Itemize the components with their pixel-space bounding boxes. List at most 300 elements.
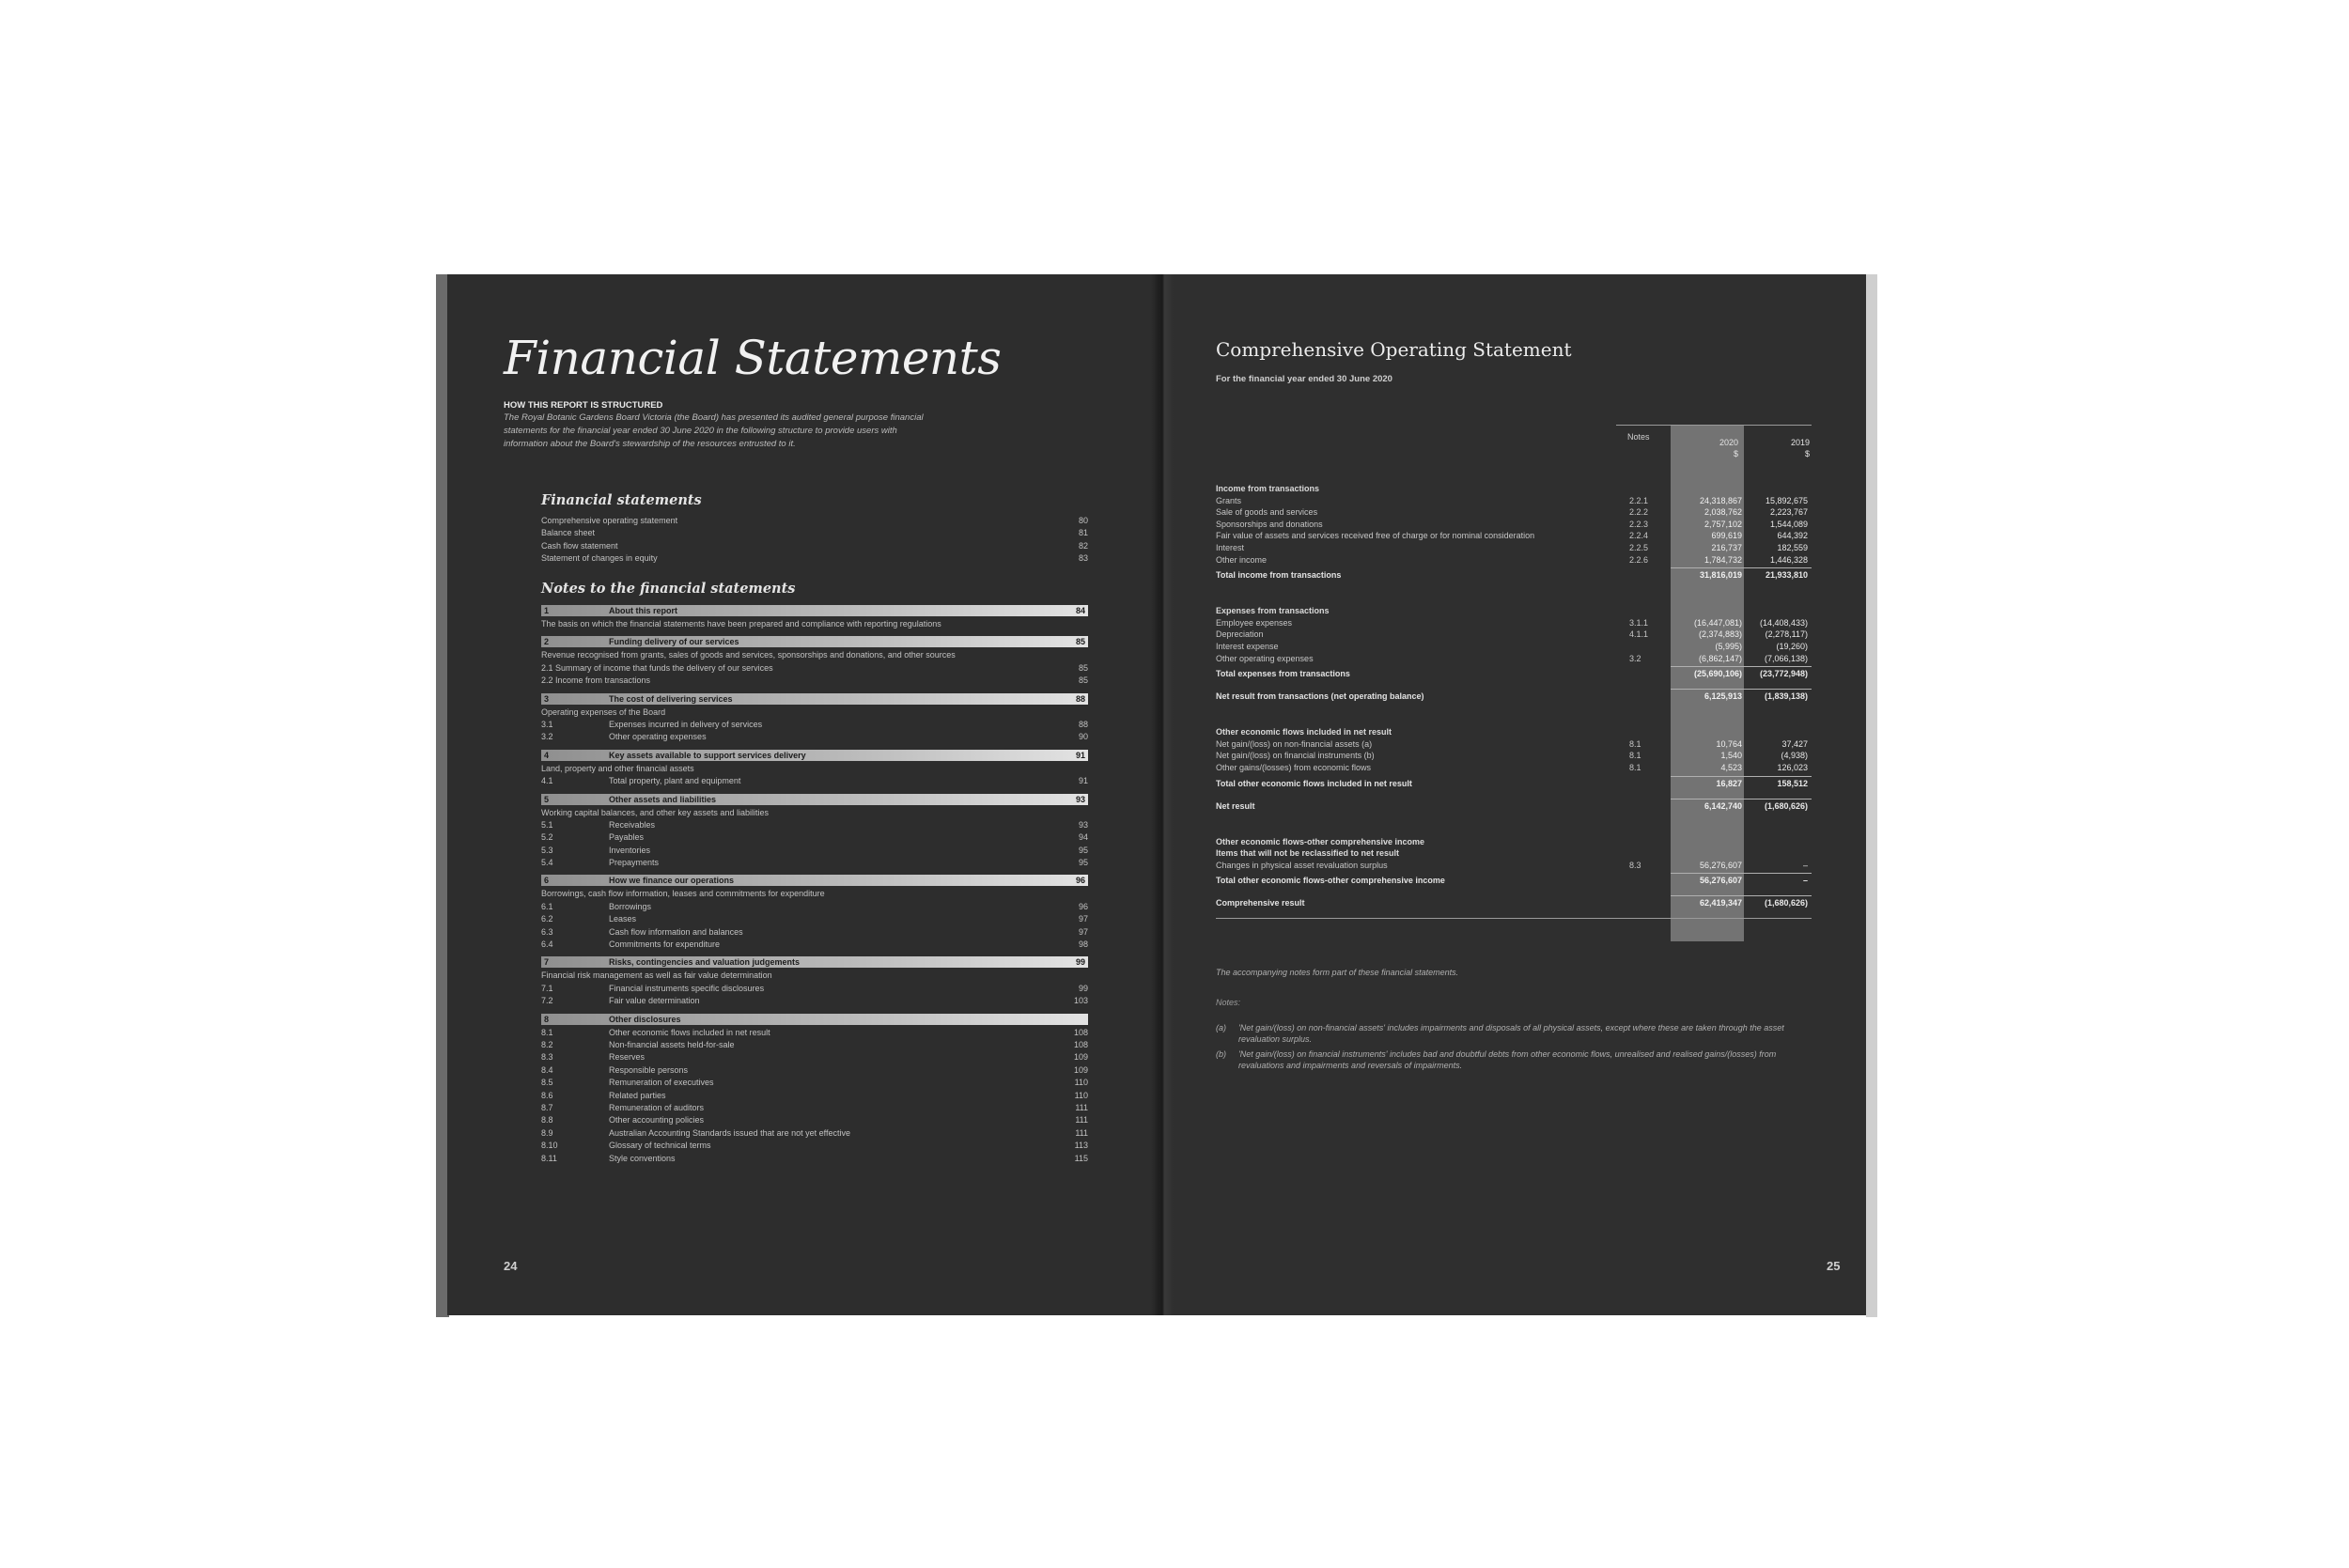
note-section-title: Other assets and liabilities bbox=[609, 794, 717, 804]
total-rule bbox=[1671, 689, 1812, 690]
statement-row bbox=[1216, 750, 1812, 761]
row-note: 8.1 bbox=[1629, 751, 1641, 761]
row-value-2020: 216,737 bbox=[1711, 543, 1742, 552]
note-item-page: 85 bbox=[1078, 675, 1088, 686]
note-item bbox=[541, 1114, 1088, 1126]
note-item bbox=[541, 1039, 1088, 1051]
row-label: Total expenses from transactions bbox=[1216, 669, 1350, 679]
note-section-page: 91 bbox=[1075, 750, 1085, 760]
note-item bbox=[541, 1027, 1088, 1039]
note-item-label: Cash flow information and balances bbox=[609, 926, 743, 937]
row-label: Sponsorships and donations bbox=[1216, 519, 1323, 529]
statement-row bbox=[1216, 629, 1812, 640]
row-value-2020: (25,690,106) bbox=[1693, 669, 1742, 679]
note-item-page: 99 bbox=[1078, 983, 1088, 993]
row-value-2020: 31,816,019 bbox=[1699, 570, 1742, 581]
statement-total-row bbox=[1216, 897, 1812, 908]
note-item-number: 5.3 bbox=[541, 845, 553, 855]
note-item-label: Other accounting policies bbox=[609, 1115, 705, 1126]
note-item-page: 108 bbox=[1073, 1039, 1088, 1049]
row-note: 2.2.3 bbox=[1629, 519, 1649, 529]
note-item-page: 115 bbox=[1074, 1153, 1088, 1163]
note-section-description bbox=[541, 618, 1088, 630]
note-description-text: Revenue recognised from grants, sales of goods and services, sponsorships and donations, and other sources bbox=[541, 650, 956, 660]
row-value-2020: 16,827 bbox=[1716, 778, 1742, 788]
note-item-label: Total property, plant and equipment bbox=[609, 776, 741, 786]
row-value-2019: 182,559 bbox=[1777, 543, 1808, 552]
fs-item-label: Comprehensive operating statement bbox=[541, 516, 678, 525]
row-value-2019: – bbox=[1802, 876, 1808, 886]
note-item-page: 103 bbox=[1073, 996, 1088, 1006]
note-item-number: 7.1 bbox=[541, 983, 553, 993]
row-value-2019: – bbox=[1802, 860, 1808, 870]
note-item-page: 108 bbox=[1073, 1027, 1088, 1037]
row-value-2020: 10,764 bbox=[1716, 738, 1742, 749]
note-item-number: 5.1 bbox=[541, 819, 553, 830]
row-value-2019: 15,892,675 bbox=[1765, 495, 1808, 505]
row-label: Net result bbox=[1216, 800, 1255, 811]
row-value-2019: (23,772,948) bbox=[1759, 669, 1808, 679]
row-value-2019: 37,427 bbox=[1781, 738, 1808, 749]
note-section-number: 6 bbox=[544, 876, 550, 886]
note-item-label: 2.2 Income from transactions bbox=[541, 675, 651, 686]
note-item-label: Leases bbox=[609, 914, 637, 924]
fs-item-page: 83 bbox=[1078, 553, 1088, 564]
row-value-2019: (4,938) bbox=[1781, 751, 1808, 761]
row-label: Interest expense bbox=[1216, 642, 1279, 651]
note-section-description bbox=[541, 763, 1088, 775]
statement-section-heading bbox=[1216, 726, 1812, 737]
left-page bbox=[447, 274, 1159, 1315]
row-note: 2.2.1 bbox=[1629, 495, 1649, 505]
note-item bbox=[541, 1051, 1088, 1063]
row-value-2019: 644,392 bbox=[1777, 531, 1808, 541]
statement-section-heading bbox=[1216, 847, 1812, 859]
row-label: Total other economic flows included in net result bbox=[1216, 778, 1412, 788]
note-item bbox=[541, 662, 1088, 675]
row-label: Grants bbox=[1216, 495, 1242, 505]
row-value-2020: 6,125,913 bbox=[1703, 691, 1742, 702]
note-section-bar bbox=[541, 693, 1088, 705]
note-item-page: 95 bbox=[1078, 845, 1088, 855]
note-item-number: 8.10 bbox=[541, 1141, 558, 1151]
statement-row bbox=[1216, 506, 1812, 518]
row-label: Other operating expenses bbox=[1216, 653, 1314, 663]
fs-item-page: 81 bbox=[1078, 528, 1088, 538]
note-item-label: Expenses incurred in delivery of services bbox=[609, 719, 763, 729]
statement-row bbox=[1216, 617, 1812, 629]
statement-row bbox=[1216, 860, 1812, 871]
header-notes: Notes bbox=[1627, 432, 1650, 442]
row-label: Total other economic flows-other comprehensive income bbox=[1216, 876, 1445, 886]
fs-item-label: Statement of changes in equity bbox=[541, 553, 658, 564]
note-item bbox=[541, 831, 1088, 844]
row-value-2020: (16,447,081) bbox=[1693, 617, 1742, 628]
note-section-title: Other disclosures bbox=[609, 1014, 681, 1024]
row-value-2019: (19,260) bbox=[1776, 642, 1808, 651]
row-note: 2.2.6 bbox=[1629, 554, 1649, 565]
note-item-number: 8.11 bbox=[541, 1153, 557, 1163]
note-section-title: The cost of delivering services bbox=[609, 693, 733, 704]
note-section-page: 99 bbox=[1075, 957, 1085, 968]
note-item bbox=[541, 995, 1088, 1007]
note-section-number: 1 bbox=[544, 606, 550, 615]
row-value-2020: 56,276,607 bbox=[1699, 860, 1742, 870]
statement-total-row bbox=[1216, 691, 1812, 702]
note-item bbox=[541, 819, 1088, 831]
fs-item-label: Balance sheet bbox=[541, 528, 596, 538]
note-section-page: 88 bbox=[1075, 693, 1085, 704]
row-label: Other economic flows included in net result bbox=[1216, 727, 1392, 737]
note-item-label: Remuneration of auditors bbox=[609, 1102, 705, 1112]
note-section-description bbox=[541, 649, 1088, 661]
note-item bbox=[541, 731, 1088, 743]
row-value-2020: 2,038,762 bbox=[1703, 507, 1742, 518]
note-section-title: Key assets available to support services delivery bbox=[609, 750, 806, 760]
note-item bbox=[541, 775, 1088, 787]
header-2019-currency: $ bbox=[1804, 449, 1810, 458]
note-item-label: Remuneration of executives bbox=[609, 1078, 714, 1088]
note-section-bar bbox=[541, 794, 1088, 805]
statement-section-heading bbox=[1216, 836, 1812, 847]
row-value-2019: (2,278,117) bbox=[1765, 629, 1808, 640]
note-section-description bbox=[541, 970, 1088, 982]
note-item-label: Prepayments bbox=[609, 858, 660, 868]
note-item-label: Payables bbox=[609, 832, 645, 843]
note-item-number: 6.1 bbox=[541, 901, 553, 911]
row-value-2020: (5,995) bbox=[1715, 642, 1742, 651]
note-item-page: 97 bbox=[1078, 914, 1088, 924]
note-section-title: Risks, contingencies and valuation judgements bbox=[609, 957, 801, 968]
fs-list bbox=[541, 515, 1088, 566]
note-item-page: 94 bbox=[1078, 832, 1088, 843]
note-item-number: 3.1 bbox=[541, 719, 553, 729]
note-item bbox=[541, 719, 1088, 731]
header-2019: 2019 bbox=[1790, 438, 1810, 447]
note-item-number: 5.4 bbox=[541, 858, 553, 868]
fs-item bbox=[541, 515, 1088, 527]
page-number-right: 25 bbox=[1827, 1259, 1841, 1273]
note-section-bar bbox=[541, 875, 1088, 886]
note-item-page: 93 bbox=[1078, 819, 1088, 830]
row-value-2020: 6,142,740 bbox=[1703, 800, 1742, 811]
note-section-number: 8 bbox=[544, 1014, 550, 1024]
note-item-page: 111 bbox=[1075, 1115, 1088, 1126]
note-item-number: 8.6 bbox=[541, 1090, 553, 1100]
note-section-title: About this report bbox=[609, 606, 677, 615]
page-title: Financial Statements bbox=[504, 331, 1002, 385]
row-note: 2.2.4 bbox=[1629, 531, 1649, 541]
row-value-2019: 21,933,810 bbox=[1765, 570, 1808, 581]
total-rule bbox=[1671, 567, 1812, 568]
row-value-2020: 62,419,347 bbox=[1699, 898, 1742, 908]
note-item-number: 8.5 bbox=[541, 1078, 553, 1088]
row-value-2019: (1,680,626) bbox=[1764, 800, 1808, 811]
note-section-number: 3 bbox=[544, 693, 550, 704]
footnote-key: (a) bbox=[1216, 1023, 1226, 1032]
statement-bottom-rule bbox=[1216, 918, 1812, 919]
note-description-text: Financial risk management as well as fair value determination bbox=[541, 970, 772, 981]
note-section-number: 4 bbox=[544, 750, 550, 760]
note-item-page: 110 bbox=[1074, 1090, 1088, 1100]
note-item bbox=[541, 926, 1088, 939]
statement-row bbox=[1216, 641, 1812, 652]
notes-list bbox=[541, 599, 1088, 1165]
fs-item bbox=[541, 540, 1088, 552]
row-value-2019: 2,223,767 bbox=[1769, 507, 1808, 518]
row-value-2020: 24,318,867 bbox=[1699, 495, 1742, 505]
note-item bbox=[541, 983, 1088, 995]
note-item-page: 97 bbox=[1078, 926, 1088, 937]
note-item-label: Related parties bbox=[609, 1090, 666, 1100]
footnote-text: 'Net gain/(loss) on financial instruments' includes bad and doubtful debts from other economic flows, unrealised and realised gains/(losses) from revaluations and impairments and reversals of impairments. bbox=[1238, 1049, 1777, 1070]
note-item-page: 98 bbox=[1078, 939, 1088, 950]
statement-row bbox=[1216, 495, 1812, 506]
note-item-number: 8.7 bbox=[541, 1102, 553, 1112]
note-item-label: Other operating expenses bbox=[609, 732, 707, 742]
statement-subtitle: For the financial year ended 30 June 2020 bbox=[1216, 374, 1392, 384]
fs-section-title: Financial statements bbox=[541, 492, 702, 508]
note-item bbox=[541, 1153, 1088, 1165]
note-section-number: 5 bbox=[544, 794, 550, 804]
note-section-page: 85 bbox=[1075, 637, 1085, 647]
note-item-label: Australian Accounting Standards issued that are not yet effective bbox=[609, 1127, 850, 1138]
row-note: 8.1 bbox=[1629, 738, 1641, 749]
row-value-2019: (1,680,626) bbox=[1764, 898, 1808, 908]
note-item-page: 90 bbox=[1078, 732, 1088, 742]
note-item-label: Responsible persons bbox=[609, 1064, 689, 1075]
note-section-title: How we finance our operations bbox=[609, 876, 735, 886]
statement-total-row bbox=[1216, 569, 1812, 581]
fs-item bbox=[541, 527, 1088, 539]
statement-total-row bbox=[1216, 875, 1812, 886]
note-section-bar bbox=[541, 1014, 1088, 1025]
note-item-label: Other economic flows included in net result bbox=[609, 1027, 770, 1037]
footnote-key: (b) bbox=[1216, 1049, 1226, 1059]
note-description-text: The basis on which the financial statements have been prepared and compliance with reporting regulations bbox=[541, 619, 941, 629]
note-item-number: 8.2 bbox=[541, 1039, 553, 1049]
note-item bbox=[541, 939, 1088, 951]
header-2020: 2020 bbox=[1719, 438, 1738, 447]
note-item-page: 110 bbox=[1074, 1078, 1088, 1088]
note-section-bar bbox=[541, 636, 1088, 647]
statement-title: Comprehensive Operating Statement bbox=[1216, 338, 1572, 361]
total-rule bbox=[1671, 895, 1812, 896]
row-value-2020: (6,862,147) bbox=[1698, 653, 1742, 663]
row-label: Sale of goods and services bbox=[1216, 507, 1318, 518]
note-item-number: 8.3 bbox=[541, 1052, 553, 1063]
row-label: Comprehensive result bbox=[1216, 898, 1305, 908]
row-label: Depreciation bbox=[1216, 629, 1264, 640]
row-note: 8.1 bbox=[1629, 763, 1641, 772]
note-item bbox=[541, 1077, 1088, 1089]
note-section-number: 7 bbox=[544, 957, 550, 968]
row-label: Changes in physical asset revaluation surplus bbox=[1216, 860, 1388, 870]
note-section-description bbox=[541, 888, 1088, 900]
note-item-label: 2.1 Summary of income that funds the delivery of our services bbox=[541, 662, 773, 673]
row-label: Items that will not be reclassified to net result bbox=[1216, 848, 1400, 859]
note-item-label: Reserves bbox=[609, 1052, 646, 1063]
row-note: 3.2 bbox=[1629, 653, 1641, 663]
note-item-page: 109 bbox=[1073, 1064, 1088, 1075]
note-item-number: 8.8 bbox=[541, 1115, 553, 1126]
statement-row bbox=[1216, 653, 1812, 664]
note-item-page: 113 bbox=[1074, 1141, 1088, 1151]
note-item-number: 3.2 bbox=[541, 732, 553, 742]
footnote-text: 'Net gain/(loss) on non-financial assets' includes impairments and disposals of all physical assets, except where these are taken through the asset revaluation surplus. bbox=[1238, 1023, 1784, 1044]
row-value-2019: (7,066,138) bbox=[1764, 653, 1808, 663]
note-section-description bbox=[541, 706, 1088, 719]
row-label: Interest bbox=[1216, 543, 1245, 552]
note-item bbox=[541, 857, 1088, 869]
note-item-page: 96 bbox=[1078, 901, 1088, 911]
note-description-text: Land, property and other financial assets bbox=[541, 763, 694, 773]
row-label: Expenses from transactions bbox=[1216, 606, 1330, 616]
statement-row bbox=[1216, 542, 1812, 553]
header-rule bbox=[1616, 425, 1812, 426]
row-value-2020: 1,540 bbox=[1720, 751, 1742, 761]
note-item-number: 8.1 bbox=[541, 1027, 553, 1037]
row-label: Other economic flows-other comprehensive income bbox=[1216, 836, 1425, 846]
row-value-2019: 158,512 bbox=[1777, 778, 1808, 788]
statement-section-heading bbox=[1216, 605, 1812, 616]
row-label: Net gain/(loss) on non-financial assets (a) bbox=[1216, 738, 1373, 749]
row-label: Net result from transactions (net operating balance) bbox=[1216, 691, 1424, 702]
note-section-page: 96 bbox=[1075, 876, 1085, 886]
row-label: Other gains/(losses) from economic flows bbox=[1216, 763, 1372, 772]
row-note: 2.2.2 bbox=[1629, 507, 1649, 518]
row-value-2020: 2,757,102 bbox=[1703, 519, 1742, 529]
row-note: 4.1.1 bbox=[1629, 629, 1649, 640]
note-item-label: Non-financial assets held-for-sale bbox=[609, 1039, 735, 1049]
note-item-page: 95 bbox=[1078, 858, 1088, 868]
fs-item-page: 82 bbox=[1078, 540, 1088, 551]
note-item-label: Borrowings bbox=[609, 901, 652, 911]
note-item-page: 111 bbox=[1075, 1102, 1088, 1112]
note-item bbox=[541, 845, 1088, 857]
row-value-2019: 1,446,328 bbox=[1769, 554, 1808, 565]
row-value-2019: 1,544,089 bbox=[1769, 519, 1808, 529]
note-item-page: 111 bbox=[1075, 1127, 1088, 1138]
note-item-label: Glossary of technical terms bbox=[609, 1141, 711, 1151]
note-item-number: 7.2 bbox=[541, 996, 553, 1006]
note-item-number: 8.4 bbox=[541, 1064, 553, 1075]
statement-row bbox=[1216, 762, 1812, 773]
row-note: 3.1.1 bbox=[1629, 617, 1649, 628]
note-item-number: 4.1 bbox=[541, 776, 553, 786]
note-item-number: 6.3 bbox=[541, 926, 553, 937]
row-value-2020: 56,276,607 bbox=[1699, 876, 1742, 886]
row-label: Total income from transactions bbox=[1216, 570, 1342, 581]
row-label: Net gain/(loss) on financial instruments (b) bbox=[1216, 751, 1375, 761]
note-description-text: Working capital balances, and other key assets and liabilities bbox=[541, 807, 769, 817]
statement-row bbox=[1216, 519, 1812, 530]
how-structured-text: The Royal Botanic Gardens Board Victoria (the Board) has presented its audited general purpose financial statements for the financial year ended 30 June 2020 in the following structure to provide users with information about the Board's stewardship of the resources entrusted to it. bbox=[504, 412, 924, 449]
note-item-number: 6.4 bbox=[541, 939, 553, 950]
note-item bbox=[541, 1064, 1088, 1077]
note-item bbox=[541, 1090, 1088, 1102]
statement-section-heading bbox=[1216, 483, 1812, 494]
note-item-number: 6.2 bbox=[541, 914, 553, 924]
right-page bbox=[1159, 274, 1866, 1315]
total-rule bbox=[1671, 666, 1812, 667]
note-item-label: Fair value determination bbox=[609, 996, 700, 1006]
header-2020-currency: $ bbox=[1733, 449, 1738, 458]
note-item bbox=[541, 913, 1088, 925]
note-item-label: Financial instruments specific disclosures bbox=[609, 983, 765, 993]
note-description-text: Operating expenses of the Board bbox=[541, 706, 666, 717]
statement-total-row bbox=[1216, 668, 1812, 679]
row-note: 2.2.5 bbox=[1629, 543, 1649, 552]
note-section-bar bbox=[541, 956, 1088, 968]
row-label: Other income bbox=[1216, 554, 1268, 565]
note-item-page: 88 bbox=[1078, 719, 1088, 729]
row-label: Income from transactions bbox=[1216, 484, 1320, 493]
page-number-left: 24 bbox=[504, 1259, 518, 1273]
row-label: Employee expenses bbox=[1216, 617, 1293, 628]
row-value-2020: 699,619 bbox=[1711, 531, 1742, 541]
row-value-2019: (1,839,138) bbox=[1764, 691, 1808, 702]
note-item bbox=[541, 1127, 1088, 1140]
note-item-number: 5.2 bbox=[541, 832, 553, 843]
row-value-2020: 4,523 bbox=[1720, 763, 1742, 772]
footnotes-heading: Notes: bbox=[1216, 998, 1241, 1007]
statement-total-row bbox=[1216, 778, 1812, 789]
note-section-bar bbox=[541, 605, 1088, 616]
note-item-page: 85 bbox=[1078, 662, 1088, 673]
note-section-page: 93 bbox=[1075, 794, 1085, 804]
row-value-2019: (14,408,433) bbox=[1759, 617, 1808, 628]
total-rule bbox=[1671, 873, 1812, 874]
note-section-description bbox=[541, 807, 1088, 819]
statement-total-row bbox=[1216, 800, 1812, 812]
note-section-number: 2 bbox=[544, 637, 550, 647]
note-description-text: Borrowings, cash flow information, leases and commitments for expenditure bbox=[541, 889, 825, 899]
note-item bbox=[541, 1140, 1088, 1152]
book-spine bbox=[1151, 274, 1174, 1315]
note-item-page: 91 bbox=[1078, 776, 1088, 786]
accompanying-notes: The accompanying notes form part of these financial statements. bbox=[1216, 968, 1459, 977]
fs-item-label: Cash flow statement bbox=[541, 540, 618, 551]
how-structured-heading: HOW THIS REPORT IS STRUCTURED bbox=[504, 400, 663, 411]
total-rule bbox=[1671, 776, 1812, 777]
note-item bbox=[541, 901, 1088, 913]
fs-item-page: 80 bbox=[1078, 516, 1088, 525]
note-item-label: Style conventions bbox=[609, 1153, 676, 1163]
book-edge-right bbox=[1866, 274, 1877, 1317]
note-item-label: Commitments for expenditure bbox=[609, 939, 721, 950]
row-value-2020: (2,374,883) bbox=[1698, 629, 1742, 640]
note-section-page: 84 bbox=[1075, 606, 1085, 615]
note-item bbox=[541, 1102, 1088, 1114]
note-item-page: 109 bbox=[1073, 1052, 1088, 1063]
row-value-2019: 126,023 bbox=[1777, 763, 1808, 772]
note-item-label: Inventories bbox=[609, 845, 651, 855]
row-value-2020: 1,784,732 bbox=[1703, 554, 1742, 565]
statement-row bbox=[1216, 554, 1812, 566]
statement-row bbox=[1216, 530, 1812, 541]
note-item-number: 8.9 bbox=[541, 1127, 553, 1138]
note-item bbox=[541, 675, 1088, 687]
note-section-bar bbox=[541, 750, 1088, 761]
operating-statement-table bbox=[1216, 425, 1812, 951]
row-label: Fair value of assets and services received free of charge or for nominal consideration bbox=[1216, 531, 1535, 541]
notes-section-title: Notes to the financial statements bbox=[541, 581, 796, 597]
statement-row bbox=[1216, 738, 1812, 750]
fs-item bbox=[541, 552, 1088, 565]
note-section-title: Funding delivery of our services bbox=[609, 637, 739, 647]
total-rule bbox=[1671, 799, 1812, 800]
